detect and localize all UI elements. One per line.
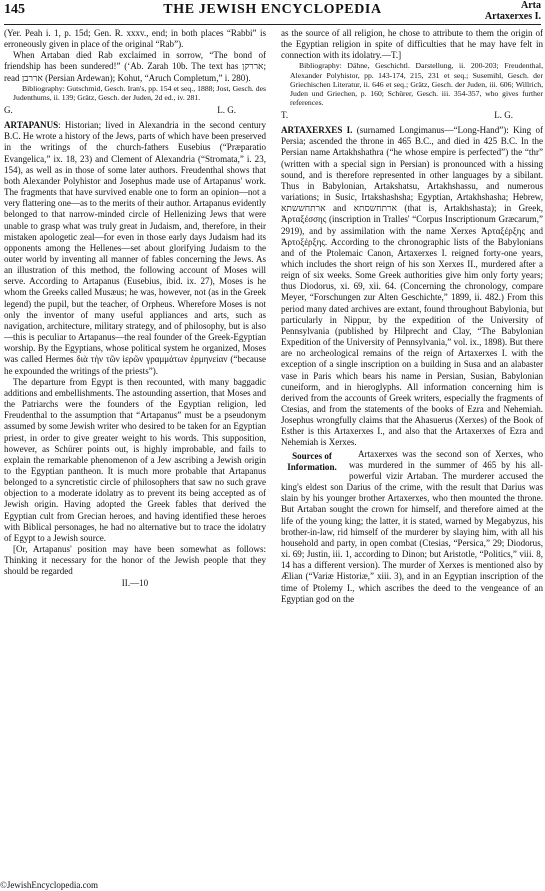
signature-initial: T. [281,109,289,120]
side-heading: Sources of Information. [287,450,337,472]
running-head [485,0,541,22]
headword: ARTAPANUS [4,120,59,131]
header-rule [4,24,541,25]
paragraph: : Historian; lived in Alexandria in the second century B.C. He wrote a history of the Jews, parts of which have been preserved in the writings of the church-fathers Eusebius (“Præparatio Evangelica,” ix. 18, 23) and Clement of Alexandria (“Stromata,” i. 23, 154), as well as in those of some later authors. Freudenthal shows that both Alexander Polyhistor and Josephus made use of Artapanus' work. The fragments that have survived enable one to form an opinion—not a very flattering one—as to the merits of their author. Artapanus evidently belonged to that narrow-minded circle of Hellenizing Jews that were unable to grasp what was truly great in Judaism, and, therefore, in their mistaken apologetic zeal—for even in those early days Judaism had its opponents among the Hellenes—set about glorifying Judaism to the outer world by inventing all manner of fables concerning the Jews. As an illustration of this method, the following account of Moses will serve. According to Artapanus (Eusebius, ibid. ix. 27), Moses is he whom the Greeks called Musæus; he was, however, not (as in the Greek legend) the pupil, but the teacher, of Orpheus. Wherefore Moses is not only the inventor of many useful appliances and arts, such as navigation, architecture, military strategy, and of philosophy, but is also—this is peculiar to Artapanus—the real founder of the Greek-Egyptian worship. By the Egyptians, whose political system he organized, Moses was called Hermes διὰ τὴν τῶν ἱερῶν γραμμάτων ἑρμηνείαν (“because he expounded the writings of the priests”). [4,120,266,376]
paragraph: Artaxerxes was the second son of Xerxes, who was murdered in the summer of 465 by his all-powerful vizir Artaban. The murderer accused the king's eldest son Darius of the crime, with the result that Darius was slain by his younger brother Artaxerxes, who then mounted the throne. But Artaban sought the crown for himself, and therefore aimed at the life of the young king; the latter, it is stated, warned by Megabyzus, his brother-in-law, rid himself of the murderer by slaying him, with all his household and party, in open combat (Ctesias, “Persica,” 29; Diodorus, xi. 69; Justin, iii. 1, according to Dinon; but Aristotle, “Politics,” viii. 8, 14 has a different version). The murder of Xerxes is mentioned also by Ælian (“Variæ Historiæ,” xiii. 3), and in an Egyptian inscription of the time of Ptolemy I., which ascribes the deed to the vengeance of an Egyptian god on the [281,448,543,604]
bibliography: Bibliography: Gutschmid, Gesch. Iran's, pp. 154 et seq., 1888; Jost, Gesch. des Judenthums, ii. 139; Grätz, Gesch. der Juden, 2d ed., iv. 281. [13,83,266,102]
paragraph: When Artaban died Rab exclaimed in sorrow, “The bond of friendship has been sundered!” (‘Ab. Zarah 10b. The text has אררקן; read אררבן (Persian Ardewan); Kohut, “Aruch Completum,” i. 280). [4,50,266,83]
article-artapanus [4,120,266,377]
running-head-line2: Artaxerxes I. [484,11,541,22]
article-artaxerxes [281,125,543,449]
signature [281,107,543,121]
signature [4,102,266,116]
paragraph: (surnamed Longimanus—“Long-Hand”): King of Persia; ascended the throne in 465 B.C., and died in 425 B.C. In the Persian name Artakhshathra (“he whose empire is perfected”) the “thr” (written with a special sign in Persian) is pronounced with a hissing sound, and is therefore represented in other languages by a sibilant. Thus in Babylonian, Artakshatsu, Artakhshassu, and numerous variations; in Susic, Irtakshashsha; Egyptian, Artakhshasha; Hebrew, ארתחששתא and ארתחשסתא (that is, Artakhshasta); in Greek, Ἀρταξέσσης (inscription in Tralles' “Corpus Inscriptionum Græcarum,” 2919), and by assimilation with the name Xerxes Ἀρταξέρξης and Ἀρτοξέρξης. According to the chronographic lists of the Babylonians and of the Ptolemaic Canon, Artaxerxes I. reigned forty-one years, which includes the short reign of his son Xerxes II., murdered after a reign of six weeks. Some Greek authorities give him only forty years; thus Diodorus, xi. 69, xii. 64. (Concerning the chronology, compare Meyer, “Forschungen zur Alten Geschichte,” 1899, ii. 482.) From this period many dated archives are extant, found throughout Babylonia, but particularly in Nippur, by the expedition of the University of Pennsylvania (published by Hilprecht and Clay, “The Babylonian Expedition of the University of Pennsylvania,” vol. ix., 1898). But there are no archeological remains of the reign of Artaxerxes I. with the exception of a single inscription on a building in Susa and an alabaster vase in Paris which bears his name in Persian, Susian, Babylonian cuneiform, and in hieroglyphs. All information concerning him is derived from the accounts of Greek writers, especially the fragments of Ctesias, and from the statements of the books of Ezra and Nehemiah. Josephus wrongfully claims that the Ahasuerus (Xerxes) of the Book of Esther is this Artaxerxes I., and also that the Artaxerxes of Ezra and Nehemiah is Xerxes. [281,125,543,448]
paragraph: (Yer. Peah i. 1, p. 15d; Gen. R. xxxv., end; in both places “Rabbi” is erroneously given in place of the original “Rab”). [4,28,266,50]
page-number: 145 [4,2,25,17]
bibliography: Bibliography: Dähne, Geschichtl. Darstellung, ii. 200-203; Freudenthal, Alexander Polyhistor, pp. 143-174, 215, 231 et seq.; Susemihl, Gesch. der Griechischen Literatur, ii. 646 et seq.; Grätz, Gesch. der Juden, iii. 606; Willrich, Juden und Griechen, p. 160; Schürer, Gesch. iii. 354-357, who gives further references. [290,61,543,107]
signature-mark: II.—10 [121,577,149,588]
page-header [4,0,541,24]
signature-author: L. G. [217,104,236,115]
site-watermark: ©JewishEncyclopedia.com [0,880,99,890]
paragraph: as the source of all religion, he chose to attribute to them the origin of the Egyptian religion in spite of difficulties that he may have felt in connection with its idolatry.—T.] [281,28,543,61]
signature-author: L. G. [494,109,513,120]
headword: ARTAXERXES I. [281,125,353,136]
left-column [4,28,266,589]
running-head-line1: Arta [521,0,541,11]
right-column [281,28,543,605]
signature-initial: G. [4,104,13,115]
page-title: THE JEWISH ENCYCLOPEDIA [163,2,382,17]
paragraph: The departure from Egypt is then recounted, with many baggadic additions and embellishments. The astounding assertion, that Moses and the Patriarchs were the founders of the Egyptian religion, led Freudenthal to the assumption that “Artapanus” must be a pseudonym assumed by some Jewish writer who desired to be taken for an Egyptian priest, in order to give greater weight to his words. This supposition, however, as Schürer points out, is highly improbable, and fails to explain the remarkable phenomenon of a Jew ascribing a Jewish origin to the Egyptian pantheon. It is much more probable that Artapanus belonged to a syncretistic circle of philosophers that saw no such grave objection to a moderate idolatry as to prevent its being accepted as of Jewish origin. Having adopted the Greek fables that derived the Egyptian cult from Grecian heroes, and having identified these heroes with Biblical personages, he had no alternative but to trace the idolatry of Egypt to a Jewish source. [4,376,266,543]
paragraph: [Or, Artapanus' position may have been somewhat as follows: Thinking it necessary for the honor of the Jewish people that they should be regarded [4,544,266,577]
